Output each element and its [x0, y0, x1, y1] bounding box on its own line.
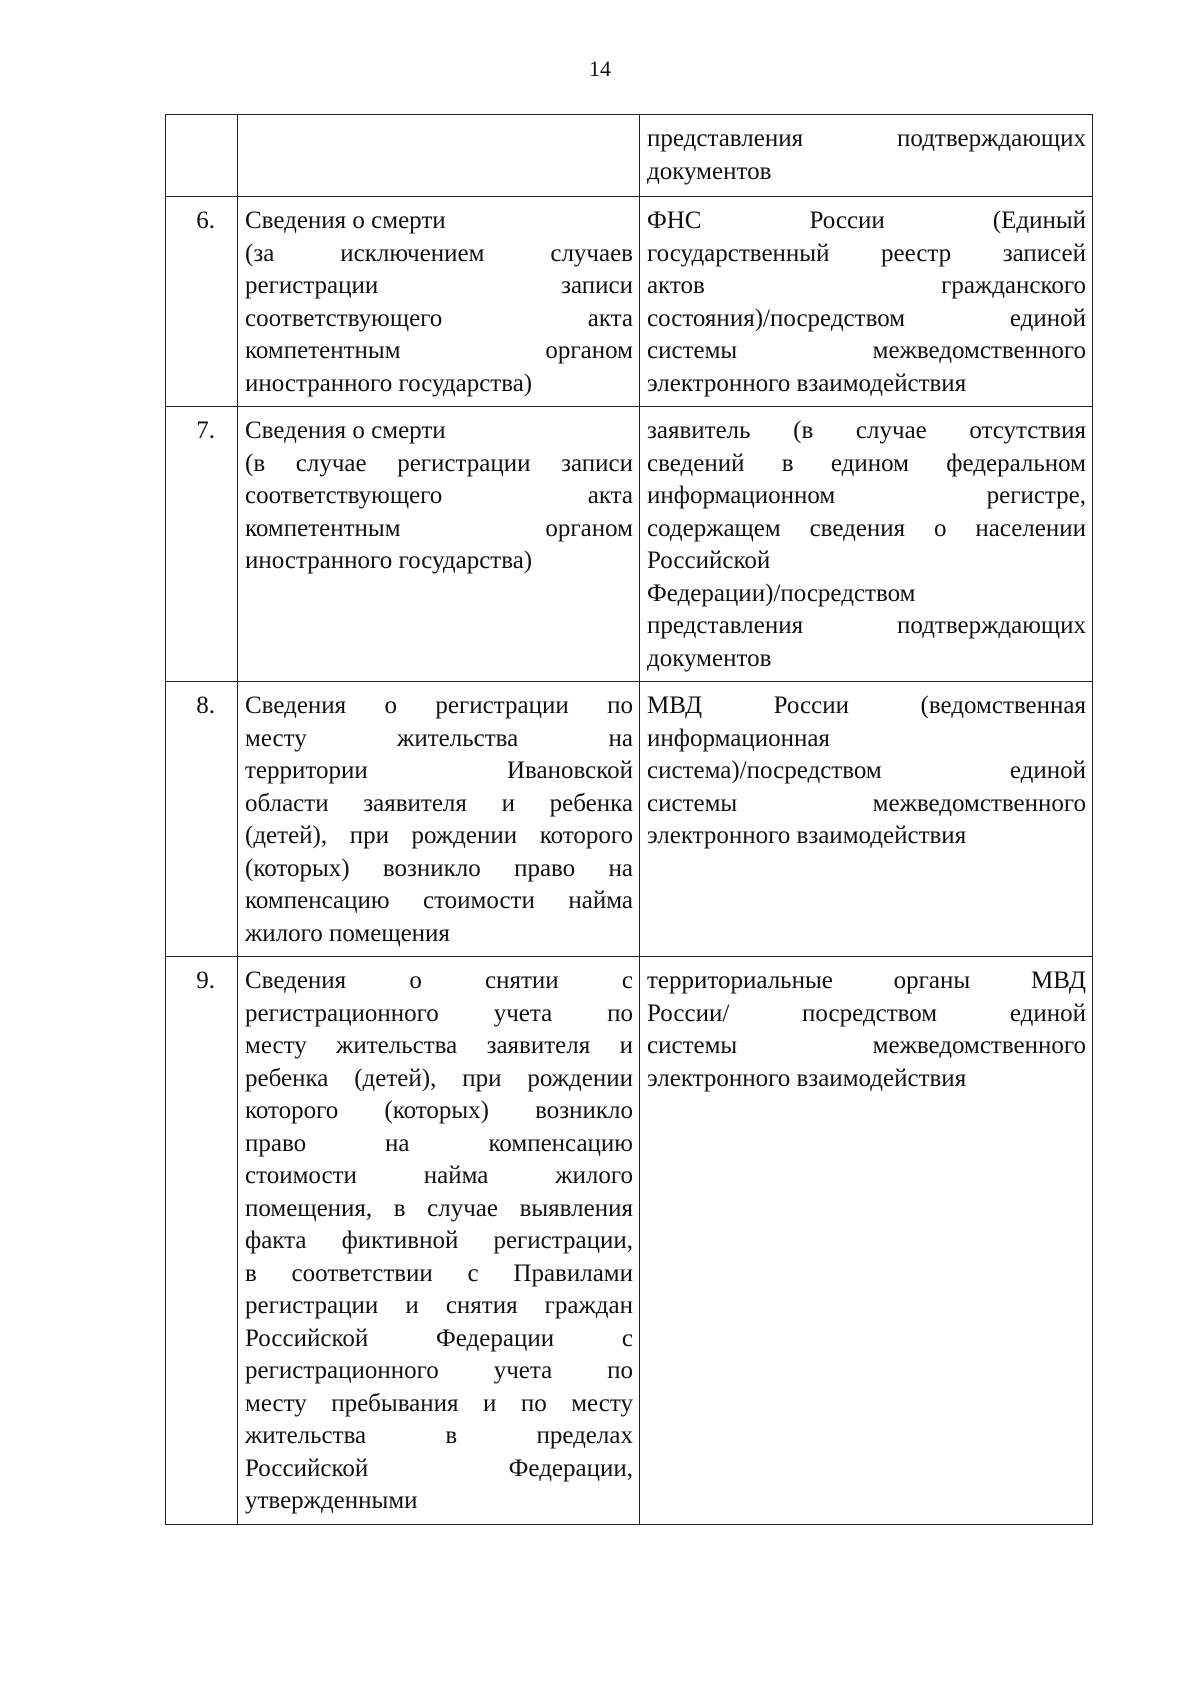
information-line: соответствующего акта	[245, 304, 633, 332]
source-line: сведений в едином федеральном	[647, 449, 1086, 477]
information-line: регистрационного учета по	[245, 999, 633, 1027]
information-line: (детей), при рождении которого	[245, 822, 633, 849]
source-line: состояния)/посредством единой	[647, 304, 1086, 332]
information-line: месту жительства на	[245, 724, 633, 752]
information-line: иностранного государства)	[245, 547, 533, 574]
table-body	[166, 115, 1093, 1525]
information-line: (в случае регистрации записи	[245, 449, 633, 477]
information-line: жительства в пределах	[245, 1422, 633, 1449]
information-line: месту жительства заявителя и	[245, 1032, 633, 1059]
source-line: представления подтверждающих	[647, 612, 1086, 639]
source-cell	[640, 957, 1093, 1525]
information-line: факта фиктивной регистрации,	[245, 1227, 633, 1254]
source-line: информационная	[647, 724, 830, 752]
information-line: территории Ивановской	[245, 757, 633, 784]
information-line: соответствующего акта	[245, 482, 633, 509]
row-number-cell: 8.	[166, 682, 238, 957]
information-cell	[238, 682, 640, 957]
information-line: иностранного государства)	[245, 369, 533, 397]
source-line: заявитель (в случае отсутствия	[647, 417, 1086, 444]
source-line: Российской	[647, 547, 771, 574]
table-row	[166, 682, 1093, 957]
source-line: России/ посредством единой	[647, 999, 1086, 1027]
information-line: право на компенсацию	[245, 1129, 633, 1157]
row-number-cell: 9.	[166, 957, 238, 1525]
source-line: государственный реестр записей	[647, 239, 1086, 267]
source-line: электронного взаимодействия	[647, 369, 967, 397]
source-line: документов	[647, 157, 772, 185]
information-line: Сведения о смерти	[245, 417, 446, 444]
table-row	[166, 197, 1093, 407]
source-line: Федерации)/посредством	[647, 579, 916, 607]
source-line: МВД России (ведомственная	[647, 692, 1086, 719]
information-line: Сведения о регистрации по	[245, 692, 633, 719]
information-line: месту пребывания и по месту	[245, 1389, 633, 1417]
information-line: которого (которых) возникло	[245, 1097, 633, 1124]
row-number-cell: 7.	[166, 407, 238, 682]
source-line: электронного взаимодействия	[647, 1064, 967, 1092]
information-line: компетентным органом	[245, 337, 633, 364]
source-cell	[640, 115, 1093, 197]
source-line: система)/посредством единой	[647, 757, 1086, 784]
information-line: помещения, в случае выявления	[245, 1194, 633, 1222]
information-line: компетентным органом	[245, 514, 633, 542]
information-line: ребенка (детей), при рождении	[245, 1064, 633, 1092]
information-line: регистрации записи	[245, 272, 633, 299]
source-cell	[640, 407, 1093, 682]
table-row	[166, 407, 1093, 682]
information-line: утвержденными	[245, 1487, 418, 1514]
information-line: области заявителя и ребенка	[245, 789, 633, 817]
source-cell	[640, 682, 1093, 957]
information-line: регистрации и снятия граждан	[245, 1292, 633, 1319]
table-row	[166, 957, 1093, 1525]
source-line: электронного взаимодействия	[647, 822, 967, 849]
row-number-cell: 6.	[166, 197, 238, 407]
table-row	[166, 115, 1093, 197]
information-line: стоимости найма жилого	[245, 1162, 633, 1189]
source-cell	[640, 197, 1093, 407]
information-cell	[238, 115, 640, 197]
source-line: системы межведомственного	[647, 1032, 1086, 1059]
document-table	[165, 114, 1093, 1525]
information-line: жилого помещения	[245, 919, 450, 947]
information-line: (за исключением случаев	[245, 239, 633, 267]
information-line: Сведения о снятии с	[245, 967, 633, 994]
page-number: 14	[589, 56, 611, 81]
source-line: актов гражданского	[647, 272, 1086, 299]
information-line: компенсацию стоимости найма	[245, 887, 633, 914]
information-line: (которых) возникло право на	[245, 854, 633, 882]
row-number-cell	[166, 115, 238, 197]
source-line: системы межведомственного	[647, 789, 1086, 817]
information-cell	[238, 197, 640, 407]
information-cell	[238, 957, 640, 1525]
source-line: представления подтверждающих	[647, 125, 1086, 152]
information-cell	[238, 407, 640, 682]
information-line: Сведения о смерти	[245, 207, 446, 234]
information-line: Российской Федерации,	[245, 1454, 633, 1482]
information-line: регистрационного учета по	[245, 1357, 633, 1384]
source-line: ФНС России (Единый	[647, 207, 1086, 234]
source-line: содержащем сведения о населении	[647, 514, 1086, 542]
information-line: Российской Федерации с	[245, 1324, 633, 1352]
source-line: системы межведомственного	[647, 337, 1086, 364]
source-line: документов	[647, 644, 772, 672]
source-line: территориальные органы МВД	[647, 967, 1086, 994]
information-line: в соответствии с Правилами	[245, 1259, 633, 1287]
source-line: информационном регистре,	[647, 482, 1086, 509]
